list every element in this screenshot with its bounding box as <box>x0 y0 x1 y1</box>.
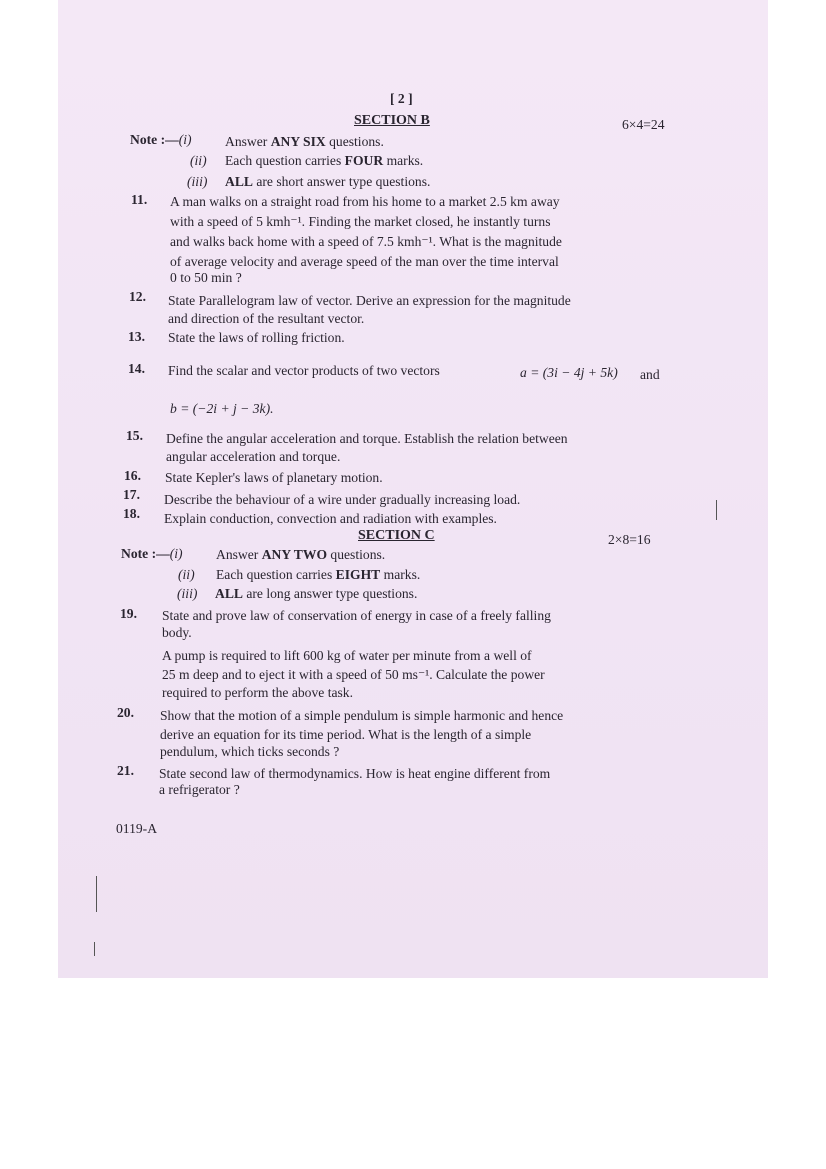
vector-b: b = (−2i + j − 3k). <box>170 401 274 416</box>
section-b-title: SECTION B <box>354 113 430 128</box>
page-number: [ 2 ] <box>390 91 413 106</box>
section-c-title: SECTION C <box>358 528 435 543</box>
section-c-note-label: Note :—(i) <box>121 546 183 561</box>
scan-mark <box>716 500 717 520</box>
paper-code: 0119-A <box>116 821 158 836</box>
vector-a: a = (3i − 4j + 5k) <box>520 365 618 380</box>
section-b-note-label: Note :—(i) <box>130 132 192 147</box>
scan-mark <box>96 876 97 912</box>
exam-page: [ 2 ] SECTION B 6×4=24 Note :—(i) Answer ANY SIX questions. (ii) Each question carries FOUR marks. (iii) ALL are short answer type questions. 11. A man walks on a straight road from his home to a market 2.5 km away with a speed of 5 kmh⁻¹. Finding the market closed, he instantly turns and walks back home with a speed of 7.5 kmh⁻¹. What is the magnitude of average velocity and average speed of the man over the time interval 0 to 50 min ? 12. State Parallelogram law of vector. Derive an expression for the magnitude and direction of the resultant vector. 13. State the laws of rolling friction. 14. Find the scalar and vector products of two vectors a = (3i − 4j + 5k) and b = (−2i + j − 3k). 15. Define the angular acceleration and torque. Establish the relation between angular acceleration and torque. 16. State Kepler's laws of planetary motion. 17. Describe the behaviour of a wire under gradually increasing load. 18. Explain conduction, convection and radiation with examples. SECTION C 2×8=16 Note :—(i) Answer ANY TWO questions. (ii) Each question carries EIGHT marks. (iii) ALL are long answer type questions. 19. State and prove law of conservation of energy in case of a freely falling body. A pump is required to lift 600 kg of water per minute from a well of 25 m deep and to eject it with a speed of 50 ms⁻¹. Calculate the power required to perform the above task. 20. Show that the motion of a simple pendulum is simple harmonic and hence derive an equation for its time period. What is the length of a simple pendulum, which ticks seconds ? 21. State second law of thermodynamics. How is heat engine different from a refrigerator ? 0119-A <box>0 0 826 1169</box>
section-b-marks: 6×4=24 <box>622 117 665 132</box>
section-c-marks: 2×8=16 <box>608 532 651 547</box>
scan-mark <box>94 942 95 956</box>
